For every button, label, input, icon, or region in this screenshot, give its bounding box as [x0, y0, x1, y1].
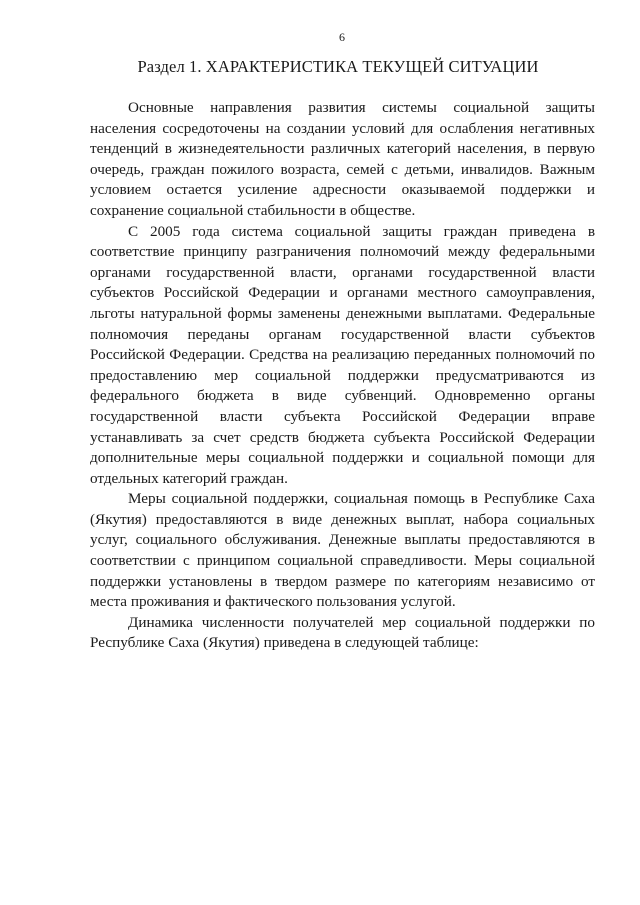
paragraph-4: Динамика численности получателей мер социальной поддержки по Республике Саха (Якутия) приведена в следующей таблице: [90, 613, 595, 652]
page-number: 6 [339, 30, 345, 44]
section-title: Раздел 1. ХАРАКТЕРИСТИКА ТЕКУЩЕЙ СИТУАЦИИ [137, 57, 539, 76]
paragraph-1: Основные направления развития системы социальной защиты населения сосредоточены на создании условий для ослабления негативных тенденций в жизнедеятельности различных категорий населения, в первую очередь, граждан пожилого возраста, семей с детьми, инвалидов. Важным условием остается усиление адресности оказываемой поддержки и сохранение социальной стабильности в обществе. [90, 99, 595, 219]
paragraph-3: Меры социальной поддержки, социальная помощь в Республике Саха (Якутия) предоставляются в виде денежных выплат, набора социальных услуг, социального обслуживания. Денежные выплаты предоставляются в соответствии с принципом социальной справедливости. Меры социальной поддержки установлены в твердом размере по категориям независимо от места проживания и фактического пользования услугой. [90, 490, 595, 611]
document-body [90, 98, 595, 654]
paragraph-2: С 2005 года система социальной защиты граждан приведена в соответствие принципу разграничения полномочий между федеральными органами государственной власти, органами государственной власти субъектов Российской Федерации и органами местного самоуправления, льготы натуральной формы заменены денежными выплатами. Федеральные полномочия переданы органам государственной власти субъектов Российской Федерации. Средства на реализацию переданных полномочий по предоставлению мер социальной поддержки предусматриваются из федерального бюджета в виде субвенций. Одновременно органы государственной власти субъекта Российской Федерации вправе устанавливать за счет средств бюджета субъекта Российской Федерации дополнительные меры социальной поддержки и социальной помощи для отдельных категорий граждан. [90, 222, 595, 487]
